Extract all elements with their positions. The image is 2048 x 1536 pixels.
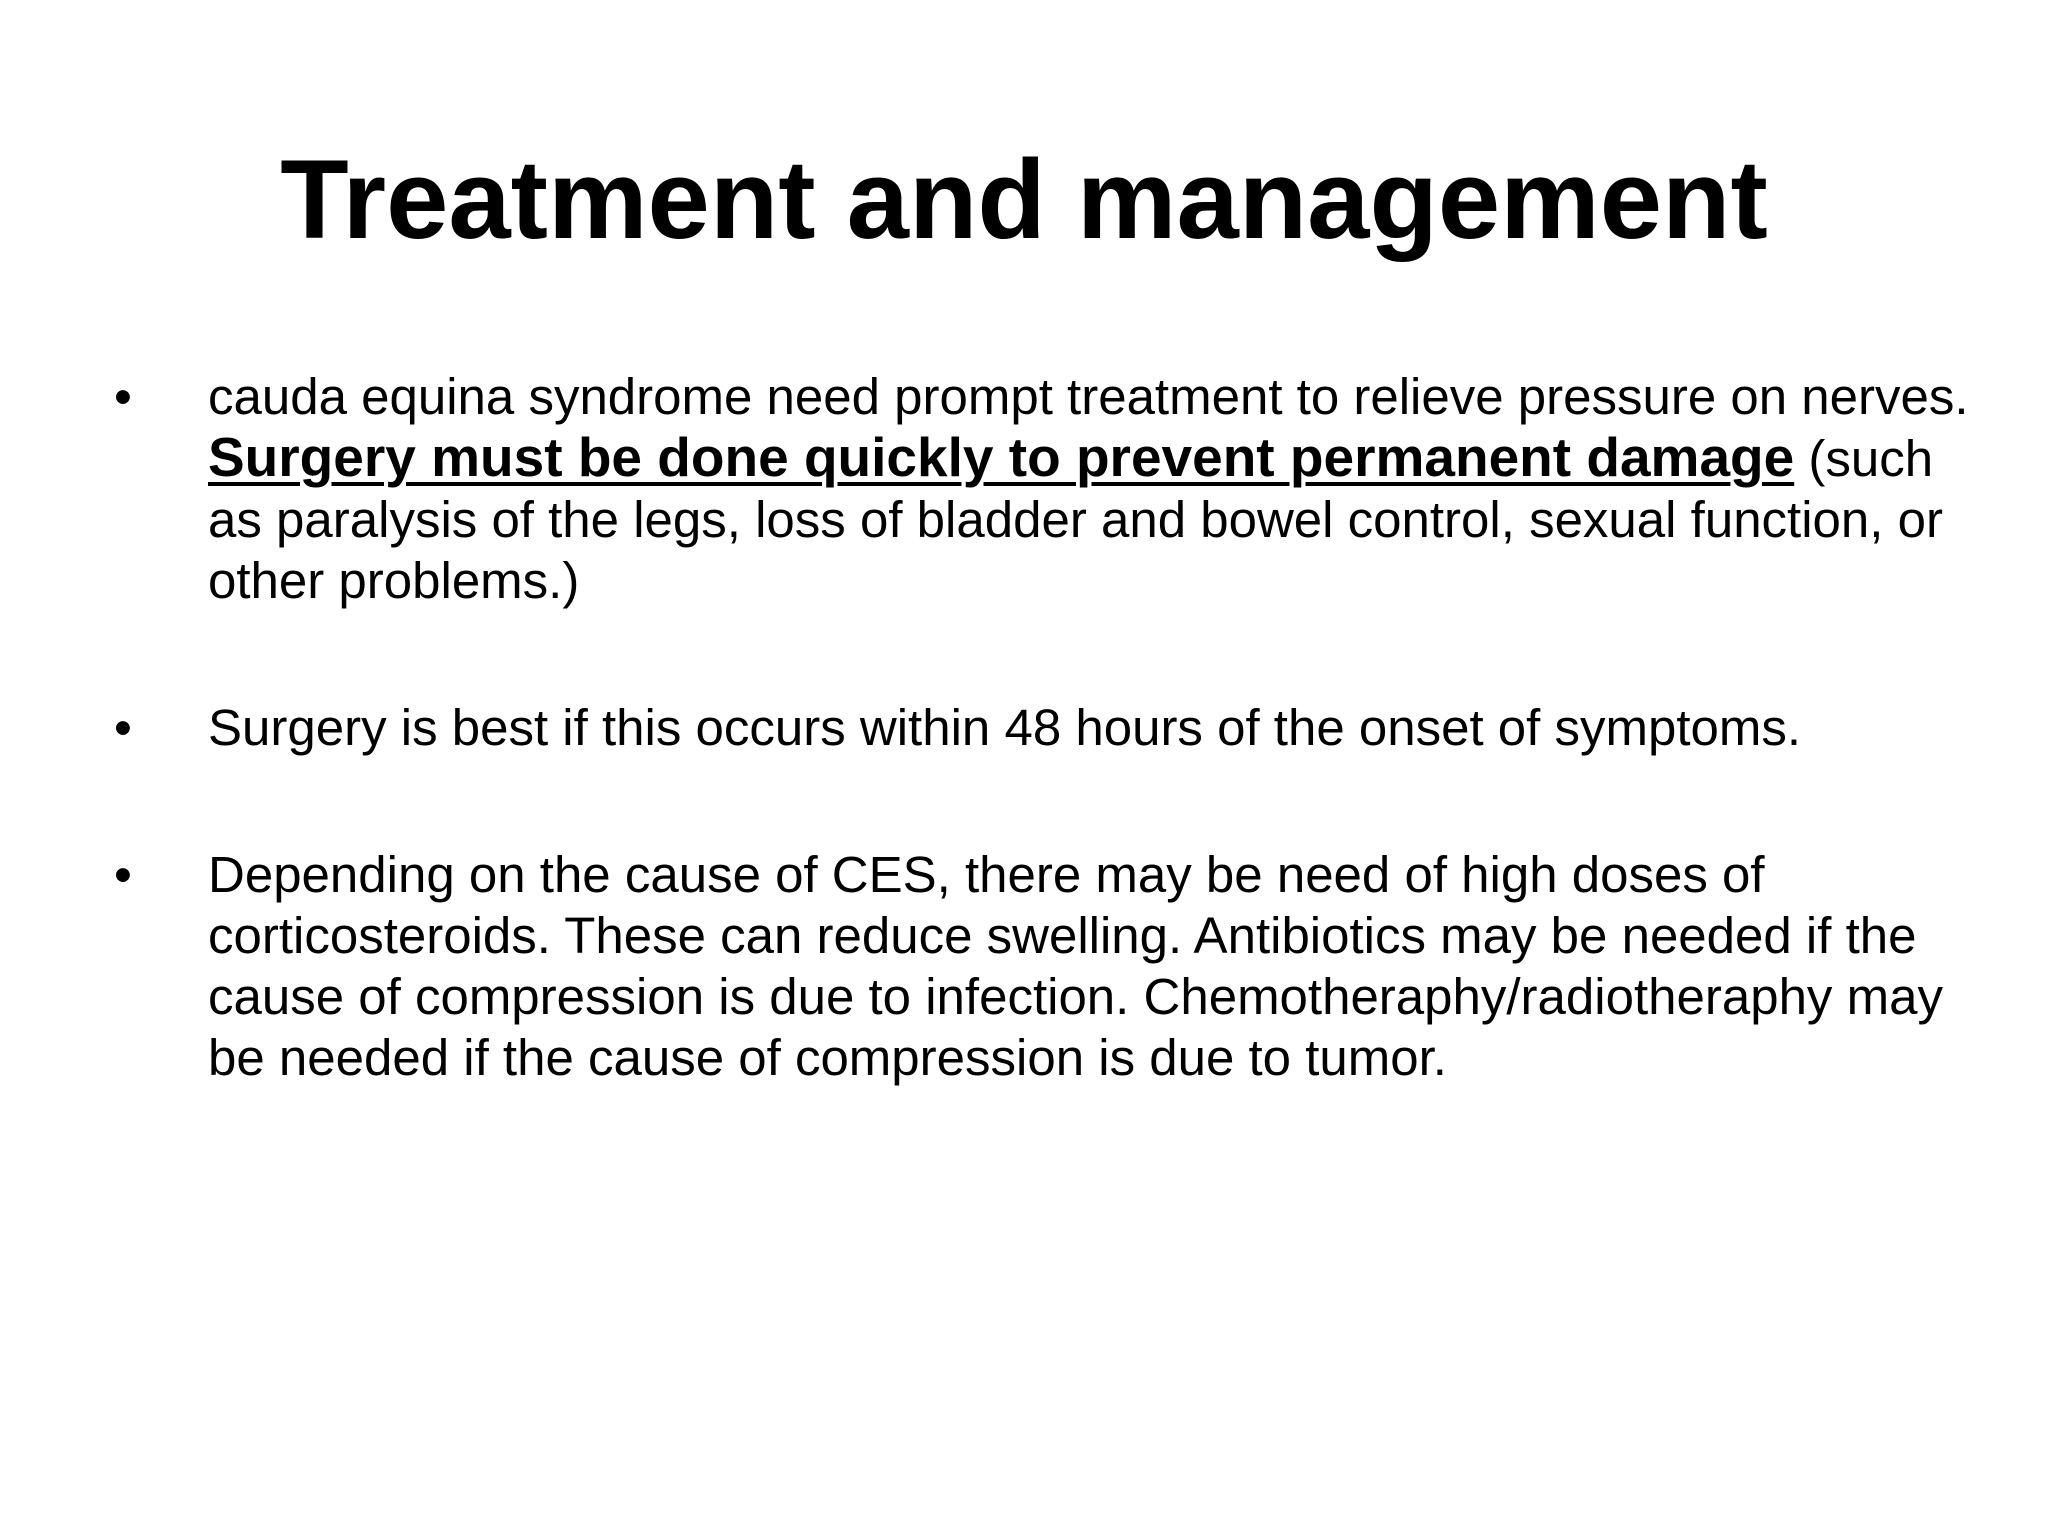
bullet-2-text: Surgery is best if this occurs within 48 hours of the onset of symptoms. <box>208 699 1802 756</box>
bullet-item-2 <box>110 697 1990 758</box>
bullet-1-emphasis: Surgery must be done quickly to prevent permanent damage <box>208 426 1795 488</box>
bullet-icon: • <box>114 368 132 425</box>
slide-title: Treatment and management <box>280 137 1768 262</box>
bullet-3-text: Depending on the cause of CES, there may be need of high doses of corticosteroids. These can reduce swelling. Antibiotics may be needed if the cause of compression is due to infection. Chemotheraphy/radiotheraphy may be needed if the cause of compression is due to tumor. <box>208 846 1943 1086</box>
bullet-1-text-after: (such as paralysis of the legs, loss of bladder and bowel control, sexual function, or other problems.) <box>208 430 1943 609</box>
bullet-item-1 <box>110 366 1990 611</box>
bullet-item-3 <box>110 844 1990 1088</box>
bullet-icon: • <box>114 699 132 756</box>
bullet-list <box>110 366 1990 1088</box>
bullet-1-text-before: cauda equina syndrome need prompt treatment to relieve pressure on nerves. <box>208 368 1969 425</box>
bullet-icon: • <box>114 846 132 903</box>
